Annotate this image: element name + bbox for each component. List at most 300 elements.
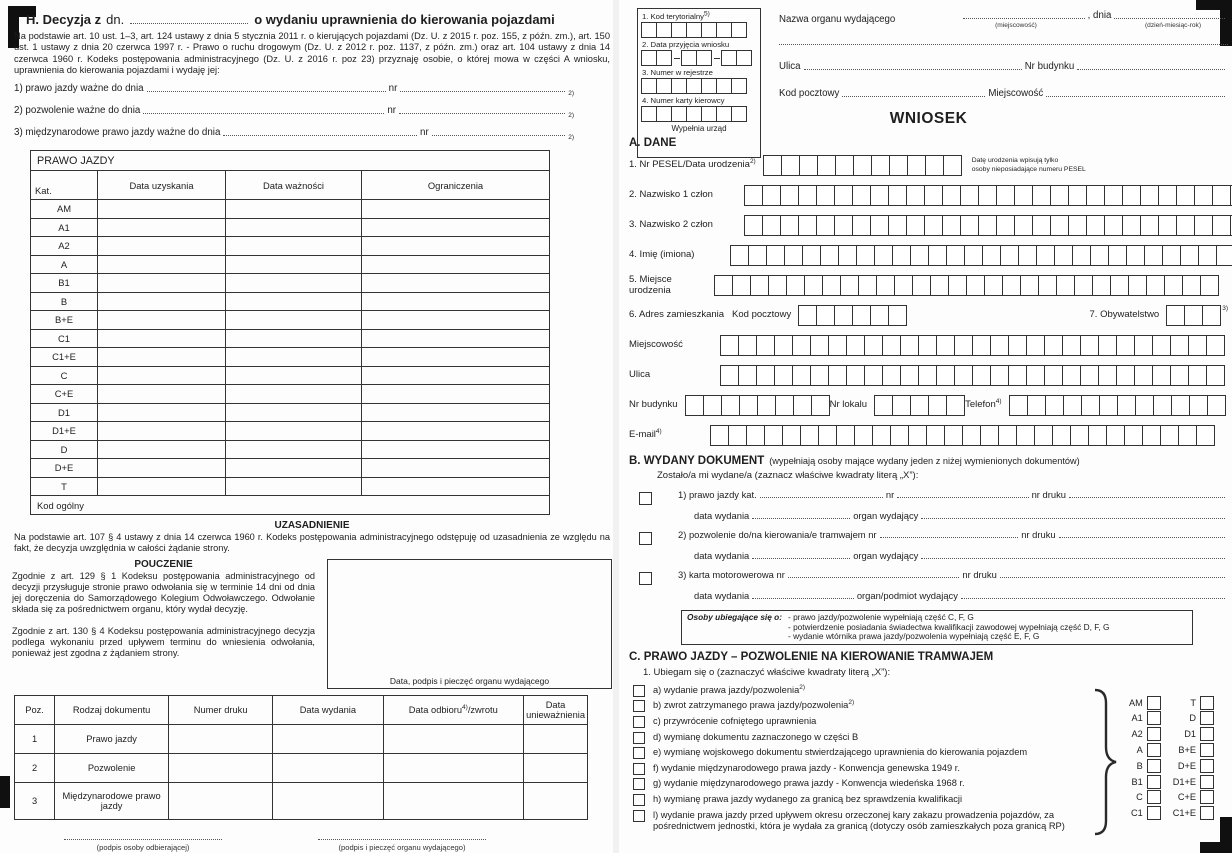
- char-cell[interactable]: [1062, 365, 1081, 386]
- char-cell[interactable]: [810, 365, 829, 386]
- char-cell[interactable]: [1016, 425, 1035, 446]
- char-cell[interactable]: [912, 275, 931, 296]
- char-cell[interactable]: [1072, 245, 1091, 266]
- char-cell[interactable]: [780, 215, 799, 236]
- char-cell[interactable]: [1104, 215, 1123, 236]
- char-cell[interactable]: [872, 425, 891, 446]
- char-cell[interactable]: [1171, 395, 1190, 416]
- char-cell[interactable]: [964, 245, 983, 266]
- char-cell[interactable]: [716, 78, 732, 94]
- char-cell[interactable]: [1158, 215, 1177, 236]
- char-cell[interactable]: [1002, 275, 1021, 296]
- char-cell[interactable]: [984, 275, 1003, 296]
- char-cell[interactable]: [686, 78, 702, 94]
- category-checkbox[interactable]: [1200, 806, 1214, 820]
- char-cell[interactable]: [685, 395, 704, 416]
- char-cell[interactable]: [731, 78, 747, 94]
- char-cell[interactable]: [686, 106, 702, 122]
- char-cell[interactable]: [1170, 335, 1189, 356]
- char-cell[interactable]: [701, 106, 717, 122]
- char-cell[interactable]: [889, 155, 908, 176]
- char-cell[interactable]: [1152, 335, 1171, 356]
- char-cell[interactable]: [1182, 275, 1201, 296]
- char-cell[interactable]: [1009, 395, 1028, 416]
- char-cell[interactable]: [996, 215, 1015, 236]
- char-cell[interactable]: [874, 245, 893, 266]
- char-cell[interactable]: [926, 425, 945, 446]
- char-cell[interactable]: [1207, 395, 1226, 416]
- char-cell[interactable]: [1178, 425, 1197, 446]
- char-cell[interactable]: [864, 365, 883, 386]
- char-cell[interactable]: [641, 22, 657, 38]
- char-cell[interactable]: [811, 395, 830, 416]
- char-cell[interactable]: [1104, 185, 1123, 206]
- char-cell[interactable]: [746, 425, 765, 446]
- char-cell[interactable]: [1166, 305, 1185, 326]
- char-cell[interactable]: [703, 395, 722, 416]
- char-cell[interactable]: [818, 425, 837, 446]
- char-cell[interactable]: [1202, 305, 1221, 326]
- char-cell[interactable]: [882, 365, 901, 386]
- char-cell[interactable]: [739, 395, 758, 416]
- char-cell[interactable]: [641, 50, 657, 66]
- char-cell[interactable]: [1142, 425, 1161, 446]
- char-cell[interactable]: [1020, 275, 1039, 296]
- char-cell[interactable]: [1026, 335, 1045, 356]
- option-checkbox[interactable]: [633, 685, 645, 697]
- char-cell[interactable]: [731, 22, 747, 38]
- char-cell[interactable]: [1152, 365, 1171, 386]
- char-cell[interactable]: [1032, 215, 1051, 236]
- category-checkbox[interactable]: [1147, 743, 1161, 757]
- char-cell[interactable]: [1196, 425, 1215, 446]
- char-cell[interactable]: [943, 155, 962, 176]
- license-table-empty-cell: [362, 403, 550, 422]
- category-checkbox[interactable]: [1147, 759, 1161, 773]
- char-cell[interactable]: [864, 335, 883, 356]
- char-cell[interactable]: [816, 305, 835, 326]
- char-cell[interactable]: [910, 245, 929, 266]
- char-cell[interactable]: [828, 365, 847, 386]
- char-cell[interactable]: [1014, 185, 1033, 206]
- char-cell[interactable]: [836, 425, 855, 446]
- category-checkbox[interactable]: [1147, 696, 1161, 710]
- document-checkbox[interactable]: [639, 532, 652, 545]
- char-cell[interactable]: [876, 275, 895, 296]
- char-cell[interactable]: [1044, 335, 1063, 356]
- char-cell[interactable]: [1140, 185, 1159, 206]
- char-cell[interactable]: [946, 245, 965, 266]
- char-cell[interactable]: [720, 335, 739, 356]
- char-cell[interactable]: [1090, 245, 1109, 266]
- char-cell[interactable]: [1081, 395, 1100, 416]
- char-cell[interactable]: [710, 425, 729, 446]
- char-cell[interactable]: [834, 185, 853, 206]
- char-cell[interactable]: [1212, 185, 1231, 206]
- document-checkbox[interactable]: [639, 572, 652, 585]
- char-cell[interactable]: [906, 215, 925, 236]
- char-cell[interactable]: [744, 185, 763, 206]
- char-cell[interactable]: [1176, 185, 1195, 206]
- char-cell[interactable]: [990, 365, 1009, 386]
- char-cell[interactable]: [793, 395, 812, 416]
- char-cell[interactable]: [870, 185, 889, 206]
- char-cell[interactable]: [838, 245, 857, 266]
- char-cell[interactable]: [756, 365, 775, 386]
- char-cell[interactable]: [918, 365, 937, 386]
- char-cell[interactable]: [782, 425, 801, 446]
- char-cell[interactable]: [1080, 335, 1099, 356]
- char-cell[interactable]: [768, 275, 787, 296]
- char-cell[interactable]: [792, 365, 811, 386]
- char-cell[interactable]: [1140, 215, 1159, 236]
- char-cell[interactable]: [892, 395, 911, 416]
- char-cell[interactable]: [1134, 335, 1153, 356]
- char-cell[interactable]: [1170, 365, 1189, 386]
- char-cell[interactable]: [780, 185, 799, 206]
- char-cell[interactable]: [820, 245, 839, 266]
- char-cell[interactable]: [1108, 245, 1127, 266]
- char-cell[interactable]: [888, 185, 907, 206]
- char-cell[interactable]: [1034, 425, 1053, 446]
- char-cell[interactable]: [738, 365, 757, 386]
- char-cell[interactable]: [738, 335, 757, 356]
- char-cell[interactable]: [894, 275, 913, 296]
- char-cell[interactable]: [978, 185, 997, 206]
- char-cell[interactable]: [1212, 215, 1231, 236]
- char-cell[interactable]: [763, 155, 782, 176]
- char-cell[interactable]: [1014, 215, 1033, 236]
- char-cell[interactable]: [888, 215, 907, 236]
- char-cell[interactable]: [1134, 365, 1153, 386]
- char-cell[interactable]: [716, 106, 732, 122]
- char-cell[interactable]: [798, 185, 817, 206]
- category-checkbox[interactable]: [1147, 775, 1161, 789]
- char-cell[interactable]: [1056, 275, 1075, 296]
- char-cell[interactable]: [990, 335, 1009, 356]
- char-cell[interactable]: [1044, 365, 1063, 386]
- char-cell[interactable]: [701, 22, 717, 38]
- char-cell[interactable]: [1000, 245, 1019, 266]
- char-cell[interactable]: [834, 215, 853, 236]
- category-checkbox[interactable]: [1200, 775, 1214, 789]
- char-cell[interactable]: [1038, 275, 1057, 296]
- char-cell[interactable]: [834, 305, 853, 326]
- char-cell[interactable]: [1122, 185, 1141, 206]
- char-cell[interactable]: [835, 155, 854, 176]
- char-cell[interactable]: [954, 335, 973, 356]
- char-cell[interactable]: [656, 50, 672, 66]
- char-cell[interactable]: [1116, 365, 1135, 386]
- option-checkbox[interactable]: [633, 747, 645, 759]
- option-checkbox[interactable]: [633, 763, 645, 775]
- char-cell[interactable]: [854, 425, 873, 446]
- char-cell[interactable]: [1074, 275, 1093, 296]
- char-cell[interactable]: [686, 22, 702, 38]
- char-cell[interactable]: [870, 215, 889, 236]
- option-checkbox[interactable]: [633, 716, 645, 728]
- char-cell[interactable]: [764, 425, 783, 446]
- char-cell[interactable]: [954, 365, 973, 386]
- char-cell[interactable]: [744, 215, 763, 236]
- category-checkbox[interactable]: [1147, 727, 1161, 741]
- char-cell[interactable]: [1128, 275, 1147, 296]
- category-checkbox[interactable]: [1200, 743, 1214, 757]
- char-cell[interactable]: [736, 50, 752, 66]
- char-cell[interactable]: [1122, 215, 1141, 236]
- char-cell[interactable]: [671, 22, 687, 38]
- char-cell[interactable]: [775, 395, 794, 416]
- char-cell[interactable]: [948, 275, 967, 296]
- char-cell[interactable]: [882, 335, 901, 356]
- char-cell[interactable]: [972, 335, 991, 356]
- char-cell[interactable]: [731, 106, 747, 122]
- char-cell[interactable]: [816, 185, 835, 206]
- char-cell[interactable]: [1200, 275, 1219, 296]
- char-cell[interactable]: [906, 185, 925, 206]
- category-checkbox[interactable]: [1200, 696, 1214, 710]
- category-checkbox[interactable]: [1200, 727, 1214, 741]
- decision-title-part3: o wydaniu uprawnienia do kierowania pojazdami: [254, 12, 555, 27]
- char-cell[interactable]: [856, 245, 875, 266]
- char-cell[interactable]: [656, 78, 672, 94]
- char-cell[interactable]: [1162, 245, 1181, 266]
- char-cell[interactable]: [852, 215, 871, 236]
- char-cell[interactable]: [681, 50, 697, 66]
- option-checkbox[interactable]: [633, 778, 645, 790]
- char-cell[interactable]: [798, 305, 817, 326]
- char-cell[interactable]: [728, 425, 747, 446]
- char-cell[interactable]: [802, 245, 821, 266]
- char-cell[interactable]: [1198, 245, 1217, 266]
- char-cell[interactable]: [1050, 215, 1069, 236]
- char-cell[interactable]: [1098, 365, 1117, 386]
- char-cell[interactable]: [982, 245, 1001, 266]
- char-cell[interactable]: [748, 245, 767, 266]
- char-cell[interactable]: [918, 335, 937, 356]
- char-cell[interactable]: [936, 365, 955, 386]
- char-cell[interactable]: [946, 395, 965, 416]
- char-cell[interactable]: [757, 395, 776, 416]
- char-cell[interactable]: [730, 245, 749, 266]
- char-cell[interactable]: [907, 155, 926, 176]
- category-checkbox[interactable]: [1200, 759, 1214, 773]
- char-cell[interactable]: [774, 335, 793, 356]
- char-cell[interactable]: [1026, 365, 1045, 386]
- char-cell[interactable]: [656, 106, 672, 122]
- char-cell[interactable]: [870, 305, 889, 326]
- char-cell[interactable]: [846, 365, 865, 386]
- category-checkbox[interactable]: [1147, 790, 1161, 804]
- char-cell[interactable]: [846, 335, 865, 356]
- char-cell[interactable]: [817, 155, 836, 176]
- category-checkbox[interactable]: [1147, 711, 1161, 725]
- option-checkbox[interactable]: [633, 700, 645, 712]
- char-cell[interactable]: [1032, 185, 1051, 206]
- char-cell[interactable]: [996, 185, 1015, 206]
- char-cell[interactable]: [998, 425, 1017, 446]
- char-cell[interactable]: [910, 395, 929, 416]
- char-cell[interactable]: [1092, 275, 1111, 296]
- char-cell[interactable]: [810, 335, 829, 356]
- char-cell[interactable]: [1018, 245, 1037, 266]
- char-cell[interactable]: [908, 425, 927, 446]
- char-cell[interactable]: [944, 425, 963, 446]
- char-cell[interactable]: [900, 335, 919, 356]
- char-cell[interactable]: [1126, 245, 1145, 266]
- field-note: Datę urodzenia wpisują tylko osoby nieposiadające numeru PESEL: [971, 157, 1086, 173]
- char-cell[interactable]: [942, 185, 961, 206]
- char-cell[interactable]: [721, 50, 737, 66]
- char-cell[interactable]: [766, 245, 785, 266]
- char-cell[interactable]: [641, 106, 657, 122]
- char-cell[interactable]: [1188, 335, 1207, 356]
- char-cell[interactable]: [936, 335, 955, 356]
- char-cell[interactable]: [701, 78, 717, 94]
- char-cell[interactable]: [750, 275, 769, 296]
- char-cell[interactable]: [960, 215, 979, 236]
- char-cell[interactable]: [721, 395, 740, 416]
- char-cell[interactable]: [1027, 395, 1046, 416]
- char-cell[interactable]: [696, 50, 712, 66]
- char-cell[interactable]: [900, 365, 919, 386]
- char-cell[interactable]: [756, 335, 775, 356]
- char-cell[interactable]: [1216, 245, 1232, 266]
- char-cell[interactable]: [888, 305, 907, 326]
- char-cell[interactable]: [1036, 245, 1055, 266]
- char-cell[interactable]: [1144, 245, 1163, 266]
- char-cell[interactable]: [960, 185, 979, 206]
- char-cell[interactable]: [942, 215, 961, 236]
- char-cell[interactable]: [858, 275, 877, 296]
- char-cell[interactable]: [786, 275, 805, 296]
- char-cell[interactable]: [799, 155, 818, 176]
- char-cell[interactable]: [852, 185, 871, 206]
- char-cell[interactable]: [828, 335, 847, 356]
- pouczenie-row: [12, 559, 612, 689]
- decision-item-1: 1) prawo jazdy ważne do dnia nr 2): [14, 83, 574, 98]
- char-cell[interactable]: [980, 425, 999, 446]
- char-cell[interactable]: [1068, 185, 1087, 206]
- char-cell[interactable]: [1176, 215, 1195, 236]
- char-cell[interactable]: [1054, 245, 1073, 266]
- char-cell[interactable]: [1088, 425, 1107, 446]
- char-cell[interactable]: [1099, 395, 1118, 416]
- char-cell[interactable]: [732, 275, 751, 296]
- char-cell[interactable]: [781, 155, 800, 176]
- char-cell[interactable]: [924, 215, 943, 236]
- option-checkbox[interactable]: [633, 794, 645, 806]
- char-cell[interactable]: [925, 155, 944, 176]
- char-cell[interactable]: [1106, 425, 1125, 446]
- char-cell[interactable]: [853, 155, 872, 176]
- category-checkbox[interactable]: [1200, 711, 1214, 725]
- char-cell[interactable]: [714, 275, 733, 296]
- char-cell[interactable]: [930, 275, 949, 296]
- char-cell[interactable]: [1117, 395, 1136, 416]
- char-cell[interactable]: [1050, 185, 1069, 206]
- char-cell[interactable]: [890, 425, 909, 446]
- category-checkbox[interactable]: [1147, 806, 1161, 820]
- license-table-empty-cell: [98, 311, 226, 330]
- char-cell[interactable]: [1045, 395, 1064, 416]
- char-cell[interactable]: [671, 78, 687, 94]
- char-cell[interactable]: [641, 78, 657, 94]
- char-cell[interactable]: [852, 305, 871, 326]
- char-cell[interactable]: [762, 215, 781, 236]
- char-cell[interactable]: [1116, 335, 1135, 356]
- char-cell[interactable]: [1086, 185, 1105, 206]
- char-cell[interactable]: [774, 365, 793, 386]
- char-cell[interactable]: [1158, 185, 1177, 206]
- char-cell[interactable]: [1008, 365, 1027, 386]
- char-cell[interactable]: [671, 106, 687, 122]
- char-cell[interactable]: [798, 215, 817, 236]
- char-cell[interactable]: [1189, 395, 1208, 416]
- char-cell[interactable]: [1086, 215, 1105, 236]
- char-cell[interactable]: [840, 275, 859, 296]
- char-cell[interactable]: [1153, 395, 1172, 416]
- option-checkbox[interactable]: [633, 732, 645, 744]
- char-cell[interactable]: [1098, 335, 1117, 356]
- document-checkbox[interactable]: [639, 492, 652, 505]
- char-cell[interactable]: [1146, 275, 1165, 296]
- char-cell[interactable]: [874, 395, 893, 416]
- char-cell[interactable]: [716, 22, 732, 38]
- char-cell[interactable]: [962, 425, 981, 446]
- char-cell[interactable]: [784, 245, 803, 266]
- char-cell[interactable]: [656, 22, 672, 38]
- char-cell[interactable]: [792, 335, 811, 356]
- char-cell[interactable]: [928, 395, 947, 416]
- char-cell[interactable]: [1194, 215, 1213, 236]
- char-cell[interactable]: [871, 155, 890, 176]
- char-cell[interactable]: [972, 365, 991, 386]
- category-checkbox[interactable]: [1200, 790, 1214, 804]
- char-cell[interactable]: [800, 425, 819, 446]
- char-cell[interactable]: [1188, 365, 1207, 386]
- char-cell[interactable]: [1206, 365, 1225, 386]
- char-cell[interactable]: [1194, 185, 1213, 206]
- char-cell[interactable]: [1062, 335, 1081, 356]
- char-cell[interactable]: [966, 275, 985, 296]
- char-cell[interactable]: [1080, 365, 1099, 386]
- char-cell[interactable]: [928, 245, 947, 266]
- char-cell[interactable]: [1135, 395, 1154, 416]
- char-cell[interactable]: [1063, 395, 1082, 416]
- char-cell[interactable]: [1160, 425, 1179, 446]
- char-cell[interactable]: [1164, 275, 1183, 296]
- char-cell[interactable]: [1180, 245, 1199, 266]
- char-cell[interactable]: [1008, 335, 1027, 356]
- char-cell[interactable]: [762, 185, 781, 206]
- char-cell[interactable]: [816, 215, 835, 236]
- char-cell[interactable]: [892, 245, 911, 266]
- char-cell[interactable]: [1110, 275, 1129, 296]
- char-cell[interactable]: [720, 365, 739, 386]
- char-cell[interactable]: [1184, 305, 1203, 326]
- char-cell[interactable]: [1070, 425, 1089, 446]
- char-cell[interactable]: [1068, 215, 1087, 236]
- char-cell[interactable]: [1206, 335, 1225, 356]
- char-cell[interactable]: [1052, 425, 1071, 446]
- char-cell[interactable]: [822, 275, 841, 296]
- char-cell[interactable]: [924, 185, 943, 206]
- char-cell[interactable]: [804, 275, 823, 296]
- option-checkbox[interactable]: [633, 810, 645, 822]
- char-cell[interactable]: [978, 215, 997, 236]
- char-cell[interactable]: [1124, 425, 1143, 446]
